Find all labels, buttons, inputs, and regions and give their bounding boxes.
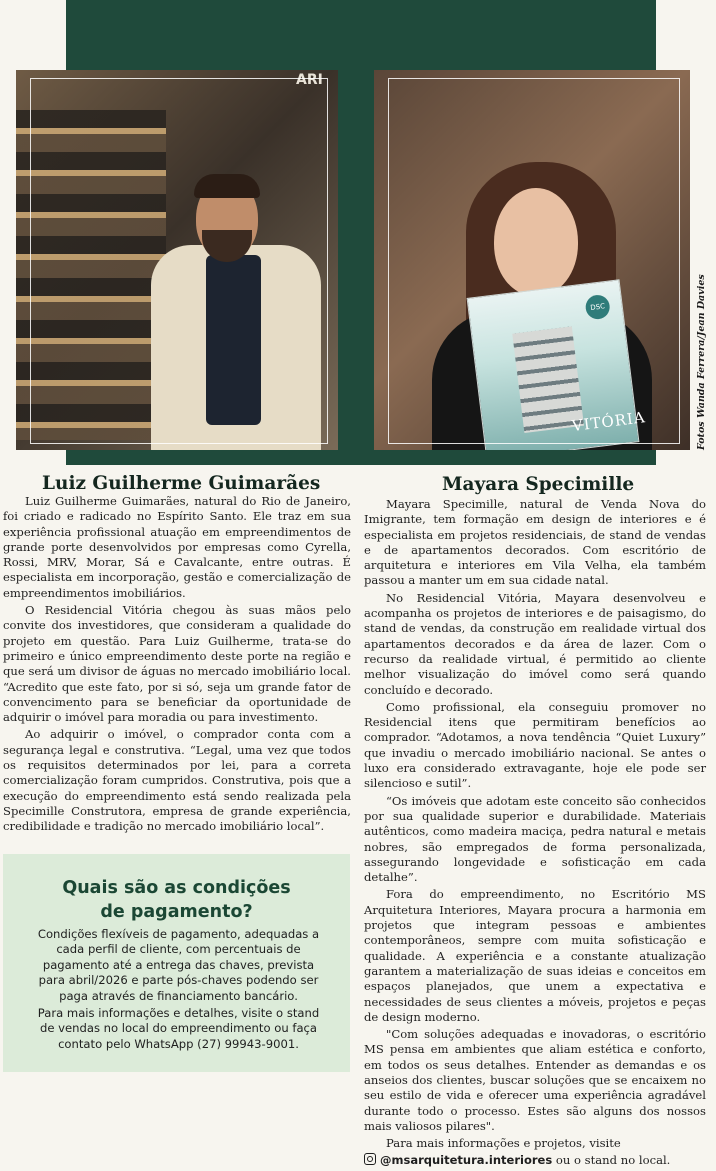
handle-suffix: ou o stand no local. [552,1153,671,1168]
box-title-line: Quais são as condições [62,878,291,898]
photo-frame-line [388,78,680,444]
box-title [3,876,350,924]
paragraph: Luiz Guilherme Guimarães, natural do Rio de Janeiro, foi criado e radicado no Espírito Santo. Ele traz em sua experiência profissional atuação em empreendimentos de grande porte desenvolvidos por empresas como Cyrella, Rossi, MRV, Morar, Sá e Cavalcante, entre outras. É especialista em incorporação, gestão e comercialização de empreendimentos imobiliários. [3,494,351,600]
left-article-column [3,494,351,837]
right-article-column [364,497,706,1171]
instagram-handle[interactable]: @msarquitetura.interiores [380,1153,553,1168]
paragraph: O Residencial Vitória chegou às suas mãos pelo convite dos investidores, que consideram a qualidade do projeto em questão. Para Luiz Guilherme, trata-se do primeiro e único empreendimento deste porte na região e que será um divisor de águas no mercado imobiliário local. “Acredito que este fato, por si só, seja um grande fator de convencimento para se beneficiar da oportunidade de adquirir o imóvel para moradia ou para investimento. [3,603,351,725]
paragraph: Como profissional, ela conseguiu promover no Residencial itens que permitiram benefícios ao comprador. “Adotamos, a nova tendência “Quiet Luxury” que invadiu o mercado imobiliário nacional. Se antes o luxo era considerado extravagante, hoje ele pode ser silencioso e sutil”. [364,699,706,791]
instagram-icon [364,1153,376,1165]
brochure-badge: DSC [584,294,611,321]
paragraph: "Com soluções adequadas e inovadoras, o escritório MS pensa em ambientes que aliam estética e conforto, em todos os seus detalhes. Entender as demandas e os anseios dos clientes, buscar soluções que se encaixem no seu estilo de vida e oferecer uma experiência agradável durante todo o processo. Estes são alguns dos nossos mais valiosos pilares". [364,1027,706,1133]
box-title-line: de pagamento? [100,902,253,922]
paragraph: Para mais informações e projetos, visite [386,1136,621,1151]
right-profile-name: Mayara Specimille [442,474,635,495]
brochure-title: VITÓRIA [570,408,647,436]
paragraph: Fora do empreendimento, no Escritório MS Arquitetura Interiores, Mayara procura a harmonia em projetos que integram pessoas e ambientes contemporâneos, sempre com muita sofisticação e qualidade. A experiência e a constante atualização garantem a materialização de suas ideias e conceitos em espaços planejados, que unem a expectativa e necessidades de seus clientes a móveis, projetos e peças de design moderno. [364,887,706,1024]
box-body [31,927,326,1052]
box-paragraph: Condições flexíveis de pagamento, adequadas a cada perfil de cliente, com percentuais de pagamento até a entrega das chaves, prevista para abril/2026 e parte pós-chaves podendo ser paga através de financiamento bancário. [37,927,320,1003]
paragraph: “Os imóveis que adotam este conceito são conhecidos por sua qualidade superior e durabilidade. Materiais autênticos, como madeira maciça, pedra natural e metais nobres, são empregados de forma personalizada, assegurando longevidade e sofisticação em cada detalhe”. [364,793,706,885]
left-profile-name: Luiz Guilherme Guimarães [42,473,321,494]
photo-mayara-specimille [374,70,690,450]
paragraph: Mayara Specimille, natural de Venda Nova do Imigrante, tem formação em design de interiores e é especialista em projetos residenciais, de stand de vendas e de apartamentos decorados. Com escritório de arquitetura e interiores em Vila Velha, ela também passou a manter um em sua cidade natal. [364,497,706,588]
photo-credit: Fotos Wanda Ferrera/Jean Davies [696,274,707,450]
photo-frame-line [30,78,328,444]
photo-luiz-guilherme [16,70,338,450]
box-paragraph: Para mais informações e detalhes, visite o stand de vendas no local do empreendimento ou faça contato pelo WhatsApp (27) 99943-9001. [37,1006,320,1051]
paragraph: No Residencial Vitória, Mayara desenvolveu e acompanha os projetos de interiores e de paisagismo, do stand de vendas, da construção em realidade virtual dos apartamentos decorados e da área de lazer. Com o recurso da realidade virtual, é permitido ao cliente melhor visualização do imóvel como será quando concluído e decorado. [364,590,706,697]
instagram-line [364,1153,706,1168]
background-sign-text: ARI [296,72,323,88]
paragraph: Ao adquirir o imóvel, o comprador conta com a segurança legal e construtiva. “Legal, uma vez que todos os requisitos determinados por lei, para a correta comercialização foram cumpridos. Construtiva, pois que a execução do empreendimento está sendo realizada pela Specimille Construtora, empresa de grande experiência, credibilidade e tradição no mercado imobiliário local”. [3,727,351,834]
payment-conditions-box [3,854,350,1072]
